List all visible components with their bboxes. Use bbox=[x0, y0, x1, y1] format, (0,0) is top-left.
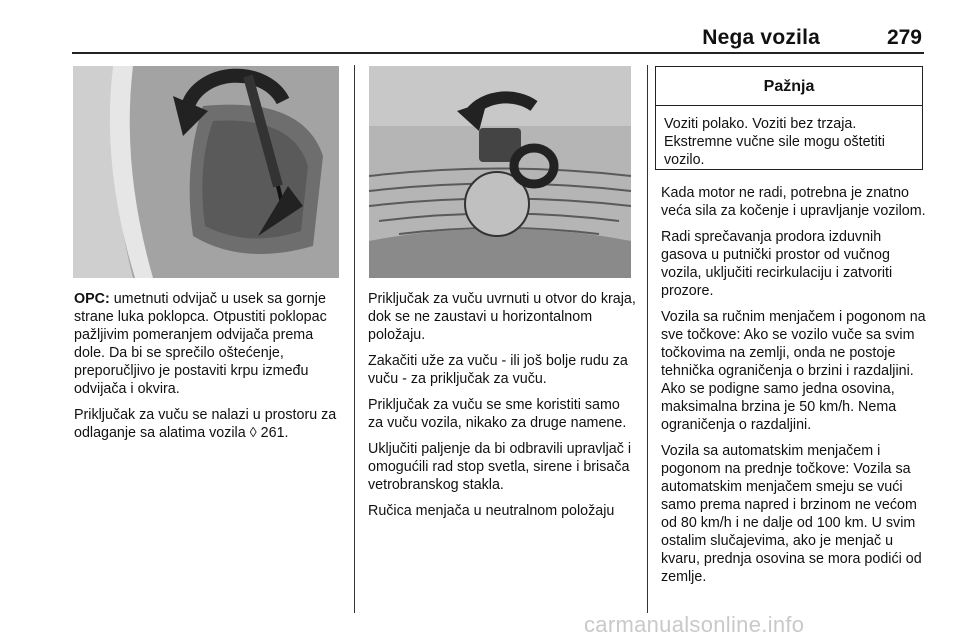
towing-eye-illustration bbox=[369, 66, 631, 278]
watermark: carmanualsonline.info bbox=[584, 612, 805, 637]
header-divider bbox=[72, 52, 924, 54]
paragraph: Uključiti paljenje da bi odbravili upravljač i omogućili rad stop svetla, sirene i brisača vetrobranskog stakla. bbox=[368, 441, 632, 493]
paragraph: Vozila sa ručnim menjačem i pogonom na sve točkove: Ako se vozilo vuče sa svim točkovima na zemlji, onda ne postoje tehnička ograničenja o brzini i razdaljini. Ako se podigne samo jedna osovina, maksimalna brzina je 50 km/h. Nema ograničenja o razdaljini. bbox=[661, 309, 926, 433]
section-title: Nega vozila bbox=[702, 26, 820, 49]
page-number: 279 bbox=[886, 26, 922, 49]
paragraph: Priključak za vuču uvrnuti u otvor do kraja, dok se ne zaustavi u horizontalnom položaju. bbox=[368, 291, 636, 343]
column-right bbox=[661, 184, 929, 594]
paragraph: Vozila sa automatskim menjačem i pogonom na prednje točkove: Vozila sa automatskim menjačem smeju se vući samo prema napred i brzinom ne većom od 80 km/h i ne dalje od 100 km. U svim ostalim slučajevima, ako je menjač u kvaru, prednja osovina se mora podići od zemlje. bbox=[661, 443, 922, 585]
paragraph: Radi sprečavanja prodora izduvnih gasova u putnički prostor od vučnog vozila, uključiti recirkulaciju i zatvoriti prozore. bbox=[661, 229, 893, 299]
paragraph bbox=[74, 290, 344, 398]
caution-box bbox=[655, 66, 923, 170]
paragraph: Priključak za vuču se nalazi u prostoru za odlaganje sa alatima vozila ◊ 261. bbox=[74, 407, 337, 441]
opc-label: OPC: bbox=[74, 291, 110, 307]
column-divider-1 bbox=[354, 65, 355, 613]
paragraph: Priključak za vuču se sme koristiti samo za vuču vozila, nikako za druge namene. bbox=[368, 397, 627, 431]
paragraph: Ručica menjača u neutralnom položaju bbox=[368, 503, 615, 519]
caution-text: Voziti polako. Voziti bez trzaja. Ekstremne vučne sile mogu oštetiti vozilo. bbox=[664, 116, 885, 168]
paragraph-text: umetnuti odvijač u usek sa gornje strane luka poklopca. Otpustiti poklopac pažljivim pomeranjem odvijača prema dole. Da bi se sprečilo oštećenje, preporučljivo je postaviti krpu između odvijača i okvira. bbox=[74, 291, 327, 397]
column-left bbox=[74, 290, 344, 450]
page-header bbox=[0, 0, 960, 58]
caution-title: Pažnja bbox=[656, 67, 922, 106]
cover-removal-illustration bbox=[73, 66, 339, 278]
paragraph: Zakačiti uže za vuču - ili još bolje rudu za vuču - za priključak za vuču. bbox=[368, 353, 628, 387]
column-divider-2 bbox=[647, 65, 648, 613]
paragraph: Kada motor ne radi, potrebna je znatno veća sila za kočenje i upravljanje vozilom. bbox=[661, 185, 926, 219]
column-middle bbox=[368, 290, 636, 528]
